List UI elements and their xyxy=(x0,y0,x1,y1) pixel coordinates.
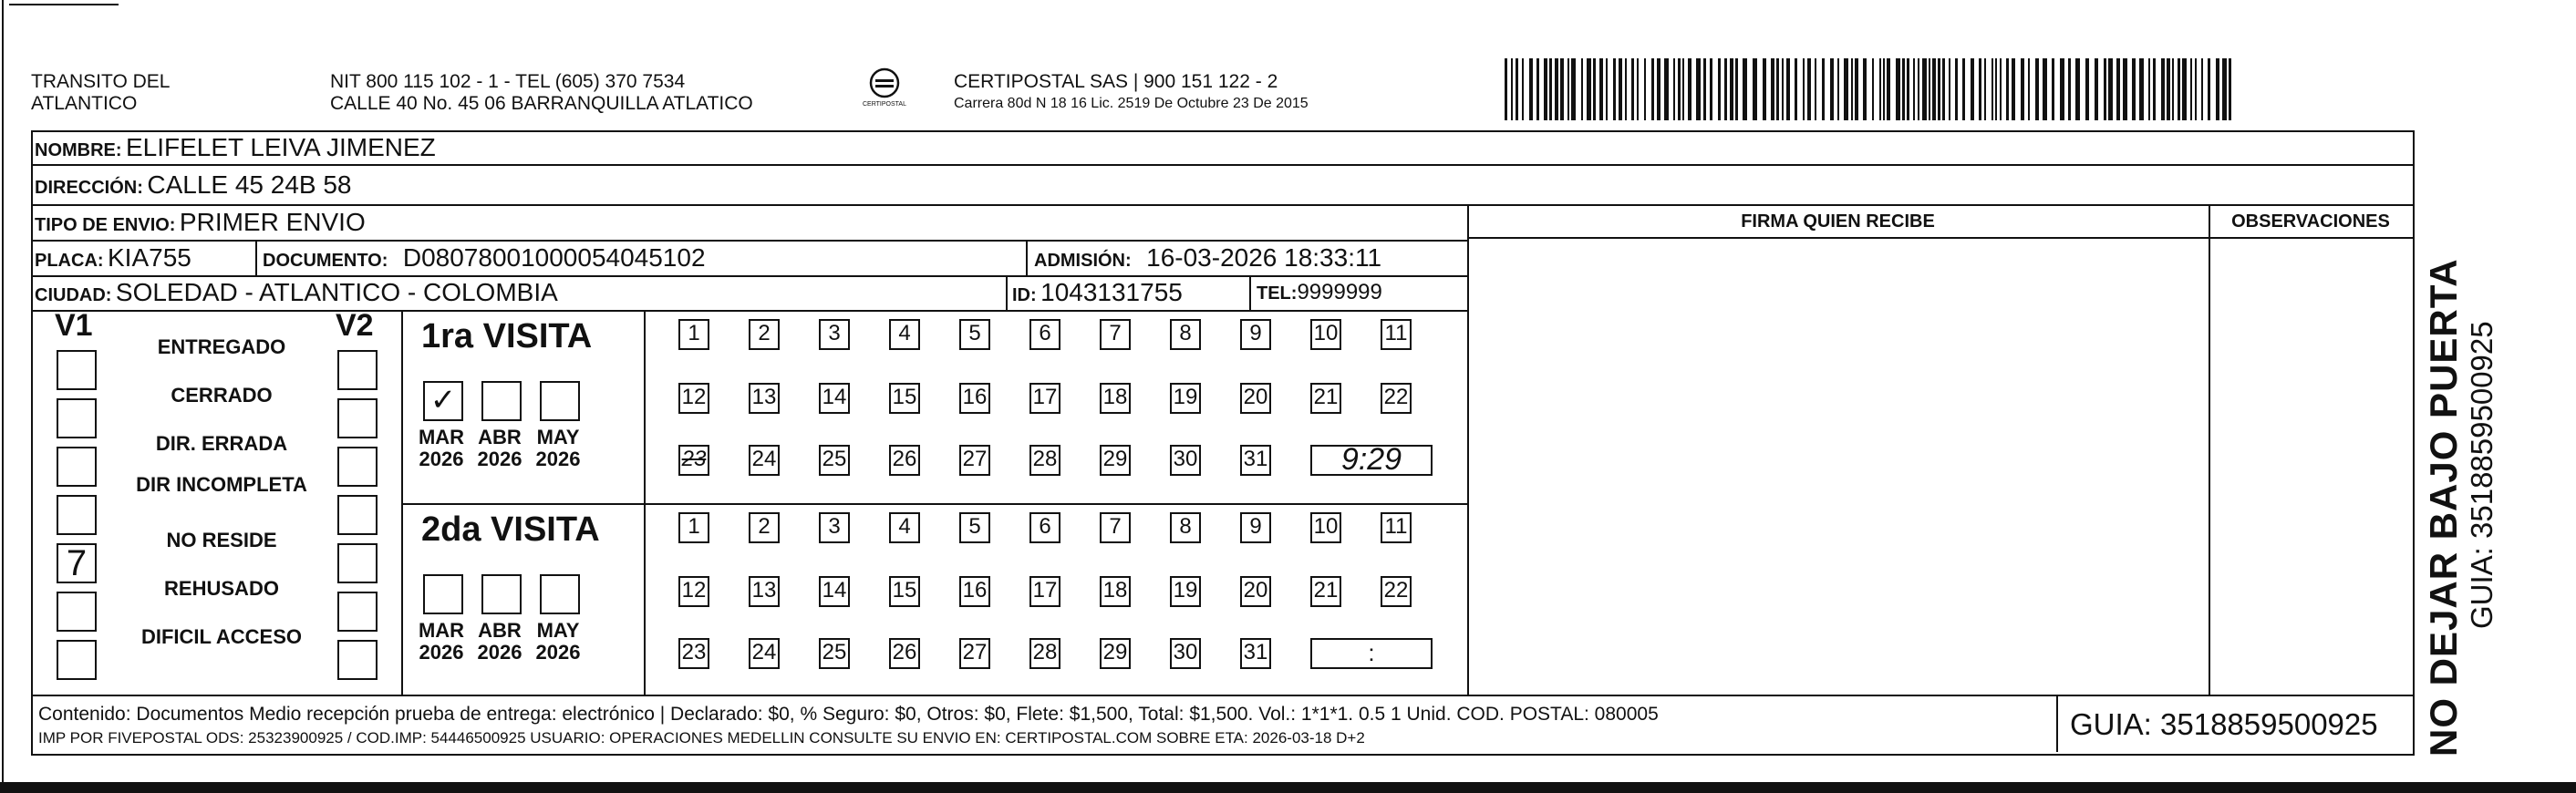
bottom-edge-bar xyxy=(0,782,2576,793)
visit1-day-box[interactable]: 19 xyxy=(1170,383,1201,414)
documento-label: DOCUMENTO: xyxy=(263,251,388,271)
visit2-day-box[interactable]: 21 xyxy=(1310,576,1341,607)
col-divider xyxy=(2209,204,2210,695)
v1-label: V1 xyxy=(55,308,93,343)
tel-value: 9999999 xyxy=(1297,280,1382,304)
org-line-1: TRANSITO DEL xyxy=(31,71,171,92)
col-divider xyxy=(1006,275,1008,310)
visit1-day-box[interactable]: 24 xyxy=(749,445,780,476)
documento-value: D08078001000054045102 xyxy=(402,243,706,272)
visit2-month-checkbox[interactable] xyxy=(540,574,580,614)
carrier-line-1: CERTIPOSTAL SAS | 900 151 122 - 2 xyxy=(954,71,1278,92)
visit2-month-label: MAR 2026 xyxy=(418,619,465,664)
visit2-day-box[interactable]: 30 xyxy=(1170,638,1201,669)
col-divider xyxy=(2056,695,2058,752)
visit2-day-box[interactable]: 31 xyxy=(1240,638,1271,669)
visit1-day-box[interactable]: 1 xyxy=(678,319,709,350)
visit1-day-box[interactable]: 17 xyxy=(1029,383,1060,414)
visit2-month-label: MAY 2026 xyxy=(535,619,581,664)
visit1-day-box[interactable]: 18 xyxy=(1100,383,1131,414)
visit1-day-box[interactable]: 14 xyxy=(819,383,850,414)
tel-label: TEL: xyxy=(1257,283,1298,304)
observaciones-label: OBSERVACIONES xyxy=(2231,211,2390,232)
status-label: ENTREGADO xyxy=(157,335,286,358)
visit2-day-box[interactable]: 18 xyxy=(1100,576,1131,607)
visit2-day-box[interactable]: 5 xyxy=(959,512,990,543)
v1-checkbox[interactable] xyxy=(57,398,97,438)
firma-header xyxy=(1467,204,2209,237)
org-line-2: ATLANTICO xyxy=(31,93,138,114)
status-label: REHUSADO xyxy=(164,577,279,600)
v2-checkbox[interactable] xyxy=(337,640,378,680)
placa-field xyxy=(35,240,191,275)
contenido-text: Contenido: Documentos Medio recepción prueba de entrega: electrónico | Declarado: $0, % Seguro: $0, Otros: $0, Flete: $1,500, Total: $1,500. Vol.: 1*1*1. 0.5 1 Unid. COD. POSTAL: 080005 xyxy=(38,704,1659,725)
v1-checkbox[interactable] xyxy=(57,495,97,535)
visit1-day-box[interactable]: 27 xyxy=(959,445,990,476)
barcode-icon xyxy=(1505,58,2234,120)
v2-checkbox[interactable] xyxy=(337,543,378,583)
logo-text: CERTIPOSTAL xyxy=(863,101,906,108)
visit1-day-box[interactable]: 16 xyxy=(959,383,990,414)
certipostal-logo xyxy=(857,67,912,115)
visit1-title: 1ra VISITA xyxy=(421,317,593,355)
visit2-day-box[interactable]: 14 xyxy=(819,576,850,607)
row-divider xyxy=(1467,237,2413,239)
visit2-day-box[interactable]: 26 xyxy=(889,638,920,669)
visit1-day-box[interactable]: 20 xyxy=(1240,383,1271,414)
visit1-day-box[interactable]: 29 xyxy=(1100,445,1131,476)
visit-divider xyxy=(401,503,1467,505)
status-label: NO RESIDE xyxy=(166,529,277,551)
nombre-label: NOMBRE: xyxy=(35,140,122,160)
observaciones-header xyxy=(2209,204,2413,237)
carrier-line-2: Carrera 80d N 18 16 Lic. 2519 De Octubre 23 De 2015 xyxy=(954,96,1309,111)
col-divider xyxy=(1026,240,1028,275)
visit2-day-box[interactable]: 9 xyxy=(1240,512,1271,543)
visit2-day-box[interactable]: 29 xyxy=(1100,638,1131,669)
visit2-day-box[interactable]: 12 xyxy=(678,576,709,607)
visit2-title: 2da VISITA xyxy=(421,510,600,549)
visit2-day-box[interactable]: 24 xyxy=(749,638,780,669)
visit1-day-box[interactable]: 26 xyxy=(889,445,920,476)
visit2-day-box[interactable]: 25 xyxy=(819,638,850,669)
visit2-day-box[interactable]: 4 xyxy=(889,512,920,543)
v1-checkbox[interactable] xyxy=(57,447,97,487)
visit1-day-box[interactable]: 23 xyxy=(678,445,709,476)
visit2-day-box[interactable]: 11 xyxy=(1381,512,1412,543)
visit2-day-box[interactable]: 1 xyxy=(678,512,709,543)
visit2-day-box[interactable]: 7 xyxy=(1100,512,1131,543)
v1-checkbox[interactable] xyxy=(57,592,97,632)
nombre-field xyxy=(35,130,436,164)
visit1-day-box[interactable]: 13 xyxy=(749,383,780,414)
ciudad-value: SOLEDAD - ATLANTICO - COLOMBIA xyxy=(115,278,558,306)
visit1-day-box[interactable]: 8 xyxy=(1170,319,1201,350)
id-value: 1043131755 xyxy=(1040,278,1183,306)
documento-field xyxy=(263,240,706,275)
direccion-label: DIRECCIÓN: xyxy=(35,178,143,198)
visit2-day-box[interactable]: 2 xyxy=(749,512,780,543)
v1-checkbox[interactable] xyxy=(57,640,97,680)
visit2-time-box[interactable]: : xyxy=(1310,638,1433,669)
visit1-day-box[interactable]: 6 xyxy=(1029,319,1060,350)
visit1-day-box[interactable]: 4 xyxy=(889,319,920,350)
visit1-day-box[interactable]: 21 xyxy=(1310,383,1341,414)
v2-checkbox[interactable] xyxy=(337,447,378,487)
visit2-day-box[interactable]: 27 xyxy=(959,638,990,669)
status-label: DIR INCOMPLETA xyxy=(136,473,307,496)
visit1-day-box[interactable]: 3 xyxy=(819,319,850,350)
visit1-day-box[interactable]: 25 xyxy=(819,445,850,476)
visit1-day-box[interactable]: 30 xyxy=(1170,445,1201,476)
col-divider xyxy=(1249,275,1251,310)
visit1-month-label: ABR 2026 xyxy=(477,426,522,470)
ciudad-label: CIUDAD: xyxy=(35,285,112,305)
org-contact xyxy=(330,71,753,115)
visit2-day-box[interactable]: 3 xyxy=(819,512,850,543)
admision-field xyxy=(1034,240,1381,275)
logo-icon xyxy=(866,67,903,98)
visit1-month-label: MAY 2026 xyxy=(535,426,581,470)
id-label: ID: xyxy=(1012,285,1037,305)
tel-field xyxy=(1257,275,1382,310)
visit1-month-checkbox[interactable] xyxy=(540,381,580,421)
visit1-day-box[interactable]: 9 xyxy=(1240,319,1271,350)
col-divider xyxy=(1467,204,1469,695)
imp-line: IMP POR FIVEPOSTAL ODS: 25323900925 / COD.IMP: 54446500925 USUARIO: OPERACIONES MEDELLIN CONSULTE SU ENVIO EN: CERTIPOSTAL.COM SOBRE ETA: 2026-03-18 D+2 xyxy=(38,729,1365,747)
visit2-day-box[interactable]: 16 xyxy=(959,576,990,607)
tipo-label: TIPO DE ENVIO: xyxy=(35,215,176,235)
tipo-value: PRIMER ENVIO xyxy=(179,208,366,236)
status-label: DIR. ERRADA xyxy=(155,432,288,455)
org-name xyxy=(31,71,170,115)
side-text xyxy=(2422,9,2498,757)
visit2-day-box[interactable]: 13 xyxy=(749,576,780,607)
visit1-time-box[interactable]: 9:29 xyxy=(1310,445,1433,476)
side-guia: GUIA: 3518859500925 xyxy=(2465,321,2498,629)
visit2-day-box[interactable]: 20 xyxy=(1240,576,1271,607)
top-scan-line xyxy=(9,4,119,5)
visit1-day-box[interactable]: 11 xyxy=(1381,319,1412,350)
visit2-month-checkbox[interactable] xyxy=(481,574,522,614)
v2-checkbox[interactable] xyxy=(337,495,378,535)
v1-checkbox[interactable] xyxy=(57,350,97,390)
left-edge-line xyxy=(2,0,4,793)
id-field xyxy=(1012,275,1183,310)
col-divider xyxy=(255,240,257,275)
carrier-info xyxy=(954,71,1309,115)
side-warning: NO DEJAR BAJO PUERTA xyxy=(2422,258,2465,757)
visit2-day-box[interactable]: 15 xyxy=(889,576,920,607)
v2-checkbox[interactable] xyxy=(337,592,378,632)
visit1-month-checkbox[interactable] xyxy=(481,381,522,421)
visit2-day-box[interactable]: 22 xyxy=(1381,576,1412,607)
admision-value: 16-03-2026 18:33:11 xyxy=(1146,243,1382,272)
visit2-day-box[interactable]: 10 xyxy=(1310,512,1341,543)
ciudad-field xyxy=(35,275,558,310)
visit2-day-box[interactable]: 28 xyxy=(1029,638,1060,669)
visit2-month-label: ABR 2026 xyxy=(477,619,522,664)
placa-value: KIA755 xyxy=(108,243,191,272)
visit2-month-checkbox[interactable] xyxy=(423,574,463,614)
direccion-value: CALLE 45 24B 58 xyxy=(147,170,352,199)
visit1-month-checkbox[interactable]: ✓ xyxy=(423,381,463,421)
v2-label: V2 xyxy=(336,308,374,343)
row-divider xyxy=(31,310,1467,312)
visit2-day-box[interactable]: 19 xyxy=(1170,576,1201,607)
row-divider xyxy=(31,164,2413,166)
admision-label: ADMISIÓN: xyxy=(1034,251,1132,271)
visit1-day-box[interactable]: 7 xyxy=(1100,319,1131,350)
address-line: CALLE 40 No. 45 06 BARRANQUILLA ATLATICO xyxy=(330,93,753,114)
nombre-value: ELIFELET LEIVA JIMENEZ xyxy=(126,133,436,161)
visit2-day-box[interactable]: 17 xyxy=(1029,576,1060,607)
visit2-day-box[interactable]: 8 xyxy=(1170,512,1201,543)
visit1-month-label: MAR 2026 xyxy=(418,426,465,470)
status-label: DIFICIL ACCESO xyxy=(140,625,302,648)
v2-checkbox[interactable] xyxy=(337,350,378,390)
v1-checkbox[interactable]: 7 xyxy=(57,543,97,583)
visit1-day-box[interactable]: 5 xyxy=(959,319,990,350)
col-divider xyxy=(644,310,646,695)
visit1-day-box[interactable]: 28 xyxy=(1029,445,1060,476)
visit1-day-box[interactable]: 12 xyxy=(678,383,709,414)
v2-checkbox[interactable] xyxy=(337,398,378,438)
visit1-day-box[interactable]: 22 xyxy=(1381,383,1412,414)
visit1-day-box[interactable]: 2 xyxy=(749,319,780,350)
status-label: CERRADO xyxy=(171,384,273,407)
visit1-day-box[interactable]: 10 xyxy=(1310,319,1341,350)
nit-line: NIT 800 115 102 - 1 - TEL (605) 370 7534 xyxy=(330,71,686,92)
visit2-day-box[interactable]: 6 xyxy=(1029,512,1060,543)
tipo-envio-field xyxy=(35,204,366,240)
placa-label: PLACA: xyxy=(35,251,104,271)
guia-box: GUIA: 3518859500925 xyxy=(2070,707,2378,741)
firma-label: FIRMA QUIEN RECIBE xyxy=(1741,211,1935,232)
visit2-day-box[interactable]: 23 xyxy=(678,638,709,669)
direccion-field xyxy=(35,165,352,204)
visit1-day-box[interactable]: 31 xyxy=(1240,445,1271,476)
col-divider xyxy=(401,310,403,695)
visit1-day-box[interactable]: 15 xyxy=(889,383,920,414)
